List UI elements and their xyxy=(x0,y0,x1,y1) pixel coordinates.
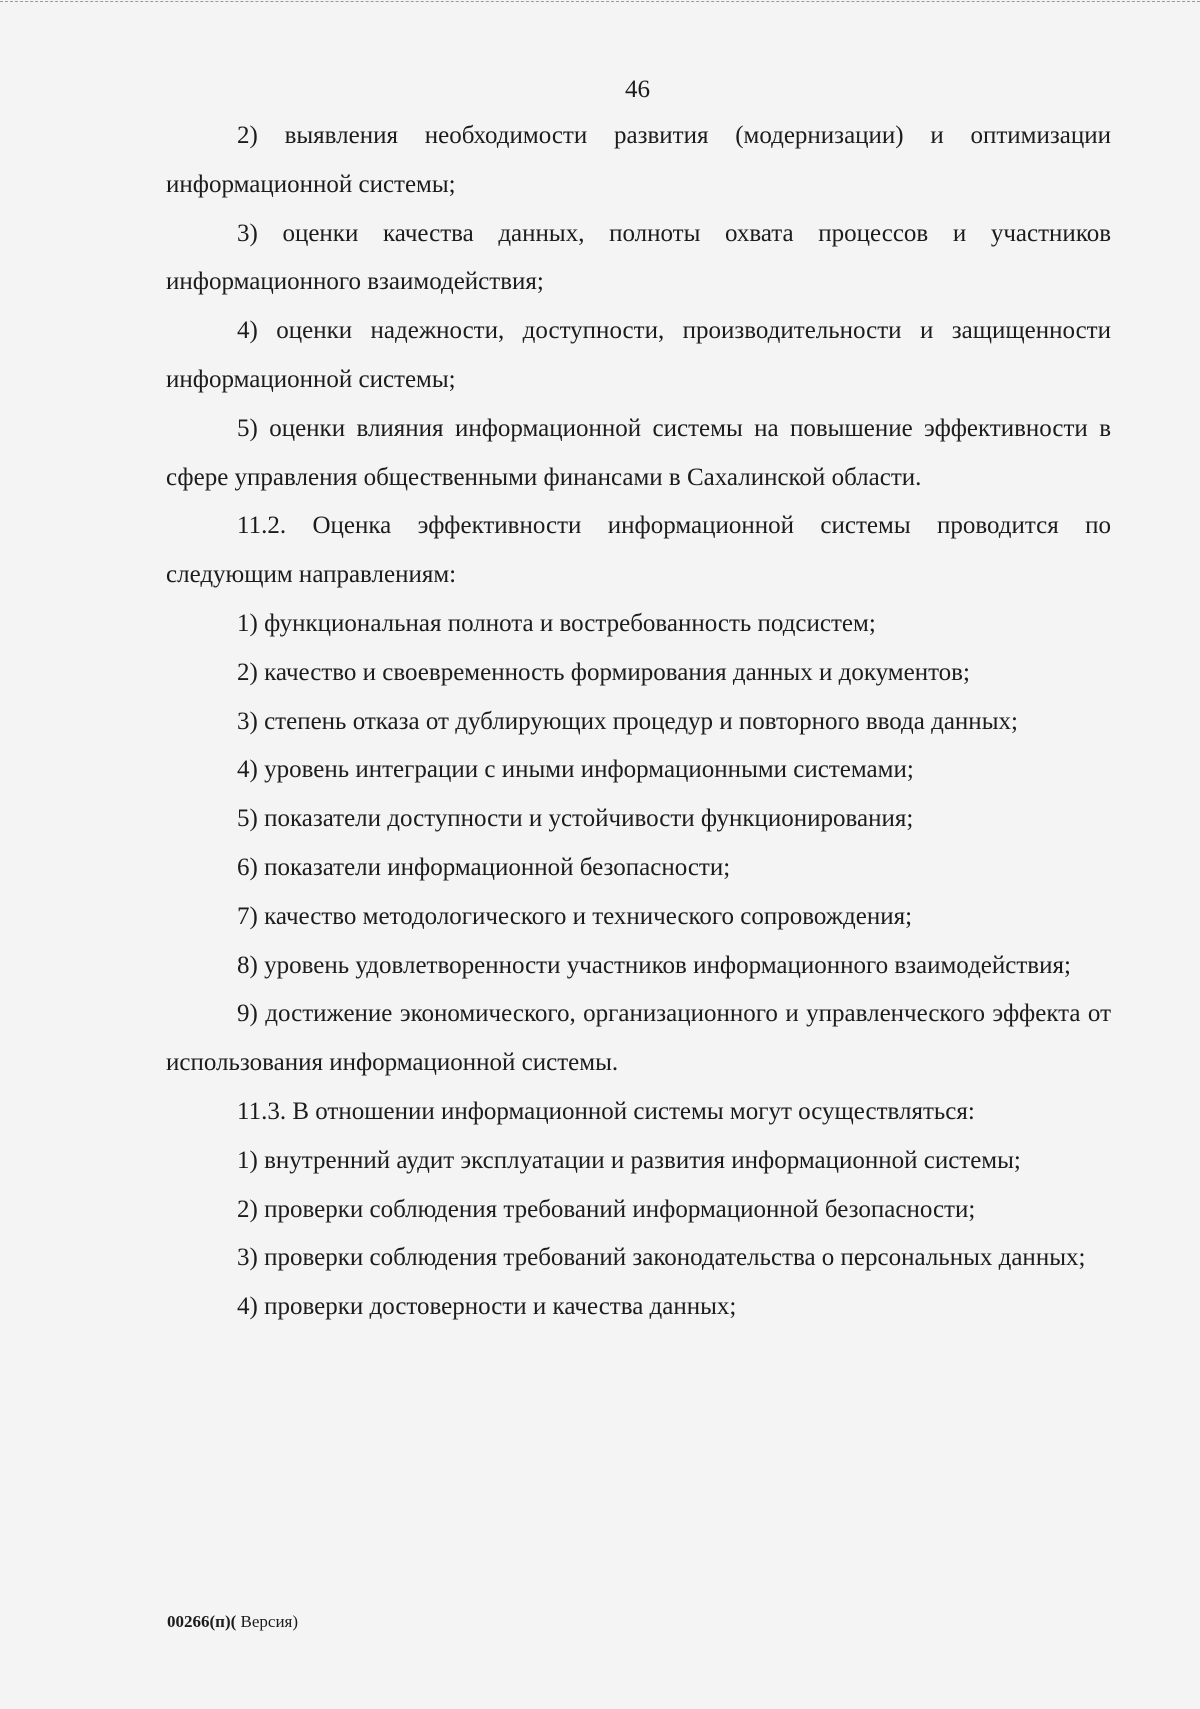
document-body xyxy=(166,112,1111,1332)
top-edge-rule xyxy=(0,1,1200,2)
paragraph: 2) проверки соблюдения требований информационной безопасности; xyxy=(237,1195,976,1223)
section-heading-paragraph: 11.2. Оценка эффективности информационной системы проводится по следующим направлениям: xyxy=(166,512,1111,589)
page-number: 46 xyxy=(625,76,650,103)
paragraph: 4) проверки достоверности и качества данных; xyxy=(237,1293,737,1321)
paragraph: 4) оценки надежности, доступности, производительности и защищенности информационной системы; xyxy=(166,317,1111,393)
paragraph: 1) функциональная полнота и востребованность подсистем; xyxy=(237,609,876,637)
paragraph: 3) проверки соблюдения требований законодательства о персональных данных; xyxy=(237,1244,1086,1272)
paragraph: 2) выявления необходимости развития (модернизации) и оптимизации информационной системы; xyxy=(166,122,1111,198)
paragraph: 3) степень отказа от дублирующих процедур и повторного ввода данных; xyxy=(237,707,1018,735)
document-code: 00266(п)( xyxy=(167,1612,237,1631)
paragraph: 8) уровень удовлетворенности участников информационного взаимодействия; xyxy=(237,951,1071,979)
paragraph: 5) оценки влияния информационной системы на повышение эффективности в сфере управления общественными финансами в Сахалинской области. xyxy=(166,414,1111,491)
document-version: Версия) xyxy=(236,1612,299,1631)
document-code-footer xyxy=(167,1612,298,1632)
paragraph: 2) качество и своевременность формирования данных и документов; xyxy=(237,658,970,686)
paragraph: 6) показатели информационной безопасности; xyxy=(237,853,731,881)
paragraph: 3) оценки качества данных, полноты охвата процессов и участников информационного взаимодействия; xyxy=(166,219,1111,296)
paragraph: 1) внутренний аудит эксплуатации и развития информационной системы; xyxy=(237,1146,1021,1174)
section-heading-paragraph: 11.3. В отношении информационной системы могут осуществляться: xyxy=(237,1097,975,1125)
paragraph: 5) показатели доступности и устойчивости функционирования; xyxy=(237,805,914,833)
paragraph: 4) уровень интеграции с иными информационными системами; xyxy=(237,756,914,784)
paragraph: 7) качество методологического и технического сопровождения; xyxy=(237,902,913,930)
paragraph: 9) достижение экономического, организационного и управленческого эффекта от использования информационной системы. xyxy=(166,1000,1111,1077)
